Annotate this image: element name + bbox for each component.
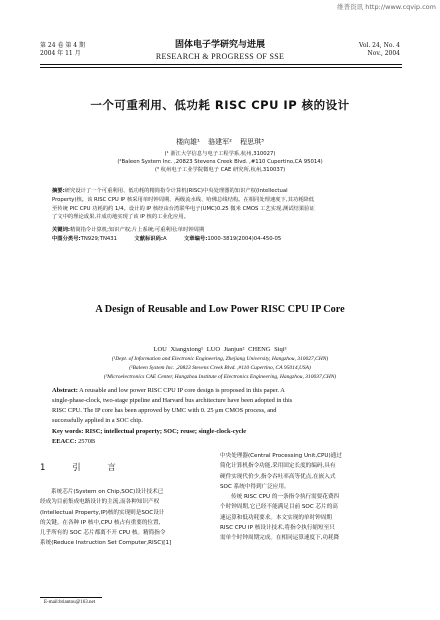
abstract-cn-line (52, 187, 392, 196)
journal-name-en: RESEARCH & PROGRESS OF SSE (155, 52, 285, 61)
body-line: 个时钟周期,它已经不能满足目前 SOC 芯片的高 (220, 504, 338, 511)
body-line: (Intellectual Property,IP)核的实现则是SOC设计 (40, 509, 165, 516)
abstract-en-line: successfully applied in a SOC chip. (52, 417, 143, 424)
paper-title-en: A Design of Reusable and Low Power RISC CPU IP Core (95, 304, 345, 315)
header-volume-number-en: Vol. 24, No. 4 (359, 42, 400, 49)
body-line: 需单个时钟周期完成。在相同运算速度下,功耗降 (220, 535, 340, 542)
body-line: 系统芯片(System on Chip,SOC)设计技术已 (51, 489, 164, 495)
authors-en: LOU Xiangxiong¹ LUO Jianjun² CHENG Siqi³ (153, 346, 287, 353)
doc-code-value: A (163, 236, 167, 242)
abstract-cn-label: 摘要: (52, 188, 65, 194)
abstract-en-text: A reusable and low power RISC CPU IP core design is proposed in this paper. A (79, 387, 285, 394)
abstract-cn-text: 研究设计了一个可重利用、低功耗的精简指令计算机(RISC)中央处理器的知识产权(Intellectual (64, 188, 288, 194)
journal-name-cn: 固体电子学研究与进展 (174, 40, 265, 50)
body-line: 的关键。在各种 IP 核中,CPU 核占有重要的位置, (40, 519, 161, 526)
body-line: RISC CPU IP 核设计技术,将指令执行缩短至只 (220, 525, 335, 532)
body-line: 简化计算机指令功能,采用固定长度的编码,具有 (220, 463, 336, 470)
eeacc-label: EEACC: (52, 438, 77, 445)
affiliation-en-2: (²Baleen System Inc. ,20823 Stevens Creek Blvd. ,#110 Cupertino, CA 95014,USA) (129, 365, 311, 371)
header-date: 2004 年 11 月 (40, 50, 81, 57)
body-line: 硬件实现代价少,指令吞吐率高等优点,在嵌入式 (220, 473, 336, 480)
eeacc-value: 2570B (78, 438, 96, 445)
affiliation-en-3: (³Microelectronics CAE Center, Hangzhou Institute of Electronics Engineering, Hangzhou, 310037,CHN) (103, 374, 337, 380)
body-line: SOC 系统中得到广泛应用。 (220, 483, 290, 490)
eeacc-line (52, 437, 390, 447)
abstract-en (52, 386, 390, 426)
classification-line (52, 235, 392, 243)
abstract-cn-line: Property)核。该 RISC CPU IP 核采用单时钟周期、两级流水线、哈佛总线结构。在相同处理速度下,其功耗降低 (52, 196, 315, 203)
body-line: 经成为目前集成电路设计的主流,而各种知识产权 (40, 499, 160, 506)
class-number-label: 中图分类号: (52, 236, 81, 242)
header-date-en: Nov., 2004 (367, 50, 400, 57)
abstract-cn-line: 至传统 PIC CPU 功耗的约 1/4。设计的 IP 核经由台湾联华电子(UMC)0.25 微米 CMOS 工艺实现,测试结果验证 (52, 205, 315, 212)
section-heading-introduction: 1 引 言 (40, 463, 128, 473)
affiliation-en-1: (¹Dept. of Information and Electronic Engineering, Zhejiang University, Hangzhou, 310027,CHN) (111, 356, 329, 362)
keywords-en (52, 427, 390, 437)
header-volume-en (359, 42, 400, 58)
doc-code-label: 文献标识码: (134, 236, 163, 242)
footnote-email: E-mail:briantou@163.net (44, 600, 96, 605)
header-volume: 第 24 卷 第 4 期 (40, 42, 85, 49)
watermark-text: 维普资讯 http://www.cqvip.com (337, 3, 436, 11)
authors-cn: 楼向雄¹ 骆建军² 程思琪³ (176, 138, 264, 146)
keywords-en-label: Key words: (52, 428, 84, 435)
abstract-en-line: RISC CPU. The IP core has been approved by UMC with 0. 25 μm CMOS process, and (52, 407, 277, 414)
body-line: 传统 RISC CPU 的一条指令执行需要花费四 (231, 494, 340, 501)
body-line: 系统(Reduce Instruction Set Computer,RISC)[1] (40, 540, 172, 547)
abstract-en-label: Abstract: (52, 387, 78, 394)
abstract-cn (52, 187, 392, 222)
header-rule-thin (40, 67, 402, 68)
keywords-cn-text: 精简指令计算机;知识产权;片上系统;可重利用;单时钟周期 (70, 227, 205, 233)
body-column-right (220, 451, 402, 544)
keywords-en-text: RISC; intellectual property; SOC; reuse; single-clock-cycle (85, 428, 247, 435)
body-line: 几乎所有的 SOC 芯片都离不开 CPU 核。精简指令 (40, 530, 166, 537)
abstract-en-line: single-phase-clock, two-stage pipeline and Harvard bus architecture have been adopted in this (52, 397, 293, 404)
article-number-value: 1000-3819(2004)04-450-05 (207, 236, 282, 242)
body-line: 速运算和低功耗要求。本文实现的单时钟周期 (220, 514, 332, 521)
abstract-en-line (52, 386, 390, 396)
affiliation-cn-2: (²Baleen System Inc. ,20823 Stevens Creek Blvd. ,#110 Cupertino,CA 95014) (117, 159, 323, 165)
affiliation-cn-3: (³ 杭州电子工业学院微电子 CAE 研究所,杭州,310037) (154, 167, 286, 173)
footnote-rule (40, 597, 102, 598)
keywords-cn (52, 226, 392, 234)
affiliation-cn-1: (¹ 浙江大学信息与电子工程学系,杭州,310027) (164, 151, 276, 157)
paper-title-cn: 一个可重利用、低功耗 RISC CPU IP 核的设计 (90, 98, 350, 112)
body-line: 中央处理器(Central Processing Unit,CPU)通过 (220, 453, 342, 459)
class-number-value: TN929;TN431 (80, 236, 118, 242)
keywords-cn-label: 关键词: (52, 227, 71, 233)
abstract-cn-line: 了文中的理论成果,并成功地实现了该 IP 核的工业化应用。 (52, 214, 189, 221)
body-column-left (40, 487, 212, 549)
article-number-label: 文章编号: (184, 236, 208, 242)
header-rule-thick (40, 64, 402, 65)
